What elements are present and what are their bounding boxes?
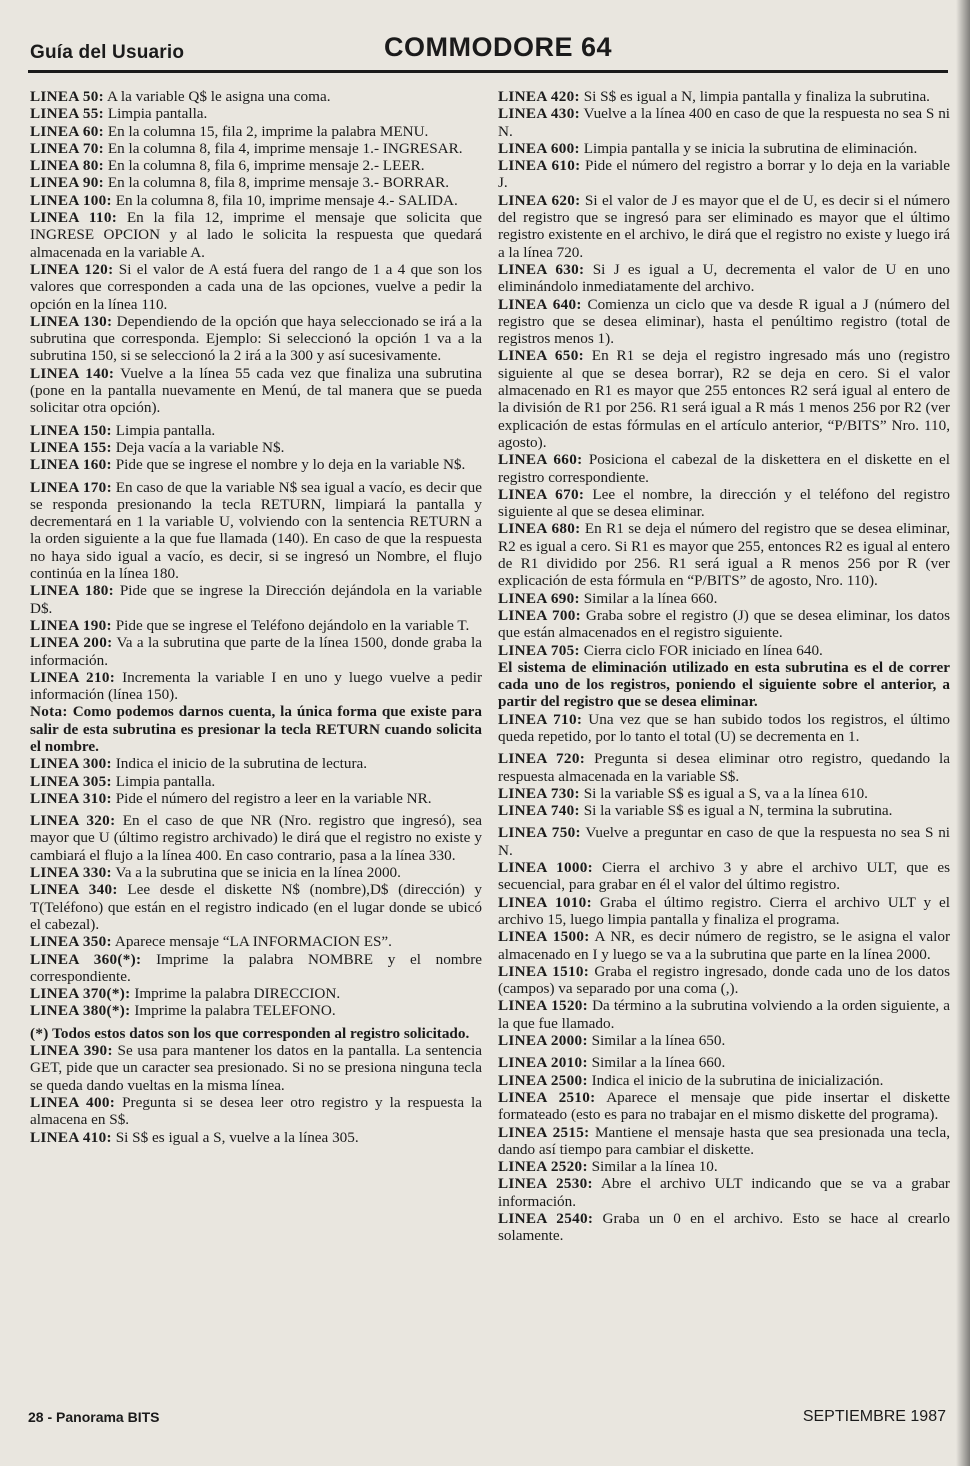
- line-number-label: LINEA 740:: [498, 802, 580, 820]
- line-description: [30, 456, 482, 473]
- line-text: Imprime la palabra DIRECCION.: [130, 985, 341, 1003]
- line-text: Similar a la línea 10.: [587, 1158, 718, 1176]
- line-text: El sistema de eliminación utilizado en esta subrutina es el de correr cada uno de los registros, poniendo el siguiente sobre el anterior, a partir del registro que se desea eliminar.: [498, 658, 950, 711]
- line-number-label: LINEA 640:: [498, 295, 582, 313]
- line-text: Si la variable S$ es igual a S, va a la línea 610.: [579, 784, 868, 802]
- line-number-label: LINEA 680:: [498, 520, 581, 538]
- line-text: Vuelve a la línea 55 cada vez que finaliza una subrutina (pone en la pantalla nuevamente en Menú, de tal manera que se pueda solicitar otra opción).: [30, 364, 482, 417]
- line-number-label: LINEA 1500:: [498, 928, 590, 946]
- line-text: Si S$ es igual a S, vuelve a la línea 305.: [111, 1128, 359, 1146]
- line-number-label: LINEA 55:: [30, 105, 105, 123]
- line-description: [498, 296, 950, 348]
- line-number-label: LINEA 1510:: [498, 962, 590, 980]
- line-text: Abre el archivo ULT indicando que se va a grabar información.: [498, 1175, 950, 1210]
- line-number-label: LINEA 2540:: [498, 1210, 594, 1227]
- line-description: [30, 864, 482, 881]
- line-number-label: LINEA 660:: [498, 451, 583, 469]
- line-description: [498, 1089, 950, 1124]
- line-description: [498, 802, 950, 819]
- line-text: Pregunta si desea eliminar otro registro, quedando la respuesta almacenada en la variable S$.: [498, 750, 951, 785]
- line-description: [30, 439, 482, 456]
- line-number-label: LINEA 305:: [30, 772, 112, 790]
- line-text: Pregunta si se desea leer otro registro y la respuesta la almacena en S$.: [30, 1093, 482, 1129]
- line-number-label: LINEA 320:: [30, 812, 116, 830]
- line-description: [498, 486, 950, 521]
- line-text: Limpia pantalla.: [104, 105, 208, 123]
- line-text: Va a la subrutina que se inicia en la línea 2000.: [111, 864, 401, 882]
- line-description: [498, 1175, 950, 1210]
- line-number-label: LINEA 2520:: [498, 1158, 588, 1176]
- line-text: Limpia pantalla.: [111, 421, 216, 439]
- line-description: [30, 790, 482, 807]
- line-number-label: LINEA 180:: [30, 582, 114, 600]
- line-description: [498, 347, 950, 451]
- line-text: Si el valor de A está fuera del rango de 1 a 4 que son los valores que corresponden a cada una de las opciones, vuelve a pedir la opción en la línea 110.: [30, 260, 482, 313]
- line-text: Si S$ es igual a N, limpia pantalla y finaliza la subrutina.: [579, 88, 930, 105]
- line-number-label: LINEA 155:: [30, 438, 112, 456]
- header-rule: [28, 70, 948, 73]
- line-number-label: LINEA 90:: [30, 174, 105, 192]
- line-description: [498, 157, 950, 192]
- line-text: En caso de que la variable N$ sea igual a vacío, es decir que se responda presionando la tecla RETURN, limpiará la pantalla y decrementará en 1 la variable U, volviendo con la sentencia RETURN a la orden siguiente a la que fue llamada (140). En caso de que la respuesta no haya sido igual a vacío, es decir, si se ingresó un Nombre, el flujo continúa en la línea 180.: [30, 478, 482, 583]
- line-text: Imprime la palabra NOMBRE y el nombre correspondiente.: [30, 950, 483, 985]
- line-number-label: (*): [30, 1024, 49, 1042]
- line-description: [498, 88, 950, 105]
- line-description: [498, 894, 950, 929]
- line-description: [498, 590, 950, 607]
- line-description: [30, 634, 482, 669]
- line-text: Si el valor de J es mayor que el de U, es decir si el número del registro que se ingresó para ser eliminado es mayor que el último registro existente en el archivo, le dirá que el registro no existe y luego irá a la línea 720.: [498, 191, 950, 261]
- line-description: [30, 209, 482, 261]
- line-number-label: LINEA 330:: [30, 864, 112, 882]
- line-description: [498, 1054, 950, 1071]
- line-number-label: LINEA 2515:: [498, 1123, 590, 1141]
- line-number-label: LINEA 60:: [30, 122, 105, 140]
- line-description: [30, 422, 482, 439]
- line-description: [30, 261, 482, 313]
- line-description: [30, 88, 482, 105]
- line-text: Comienza un ciclo que va desde R igual a J (número del registro que se desea eliminar), hasta el penúltimo registro (total de registros menos 1).: [498, 295, 951, 348]
- line-description: [30, 1042, 482, 1094]
- line-number-label: LINEA 600:: [498, 139, 580, 157]
- line-description: [30, 479, 482, 583]
- line-number-label: LINEA 650:: [498, 347, 584, 365]
- note-paragraph: [498, 659, 950, 711]
- line-number-label: LINEA 170:: [30, 478, 112, 496]
- line-text: Lee desde el diskette N$ (nombre),D$ (dirección) y T(Teléfono) que están en el registro indicado (en el lugar donde se ubicó el cabezal).: [30, 881, 482, 933]
- line-text: Graba el registro ingresado, donde cada uno de los datos (campos) va separado por una coma (,).: [498, 962, 950, 998]
- line-text: Indica el inicio de la subrutina de inicialización.: [587, 1071, 884, 1089]
- line-number-label: LINEA 690:: [498, 589, 580, 607]
- line-description: [30, 1129, 482, 1146]
- line-text: Posiciona el cabezal de la diskettera en el diskette en el registro correspondiente.: [498, 451, 951, 486]
- line-description: [498, 963, 950, 998]
- line-text: En la columna 8, fila 8, imprime mensaje 3.- BORRAR.: [104, 174, 450, 192]
- line-text: Graba el último registro. Cierra el archivo ULT y el archivo 15, luego limpia pantalla y finaliza el programa.: [498, 893, 951, 928]
- line-number-label: LINEA 160:: [30, 456, 112, 474]
- line-text: Pide que se ingrese el nombre y lo deja en la variable N$.: [111, 456, 466, 474]
- line-description: [30, 951, 482, 986]
- line-number-label: LINEA 670:: [498, 485, 585, 503]
- line-text: Cierra el archivo 3 y abre el archivo ULT, que es secuencial, para grabar en él el valor del último registro.: [498, 859, 950, 894]
- line-description: [30, 669, 482, 704]
- line-description: [498, 1124, 950, 1159]
- line-number-label: LINEA 310:: [30, 789, 112, 807]
- line-text: Similar a la línea 650.: [587, 1032, 726, 1050]
- line-number-label: LINEA 720:: [498, 750, 586, 768]
- line-description: [498, 1210, 950, 1245]
- note-paragraph: [30, 703, 482, 755]
- line-text: Pide que se ingrese el Teléfono dejándolo en la variable T.: [111, 616, 470, 634]
- line-description: [498, 1158, 950, 1175]
- left-text-column: [30, 88, 482, 1146]
- line-number-label: LINEA 705:: [498, 641, 580, 659]
- line-description: [498, 520, 950, 589]
- line-number-label: LINEA 50:: [30, 88, 105, 105]
- line-description: [498, 642, 950, 659]
- line-text: En la columna 8, fila 10, imprime mensaje 4.- SALIDA.: [111, 191, 458, 209]
- line-description: [30, 123, 482, 140]
- line-number-label: LINEA 2000:: [498, 1032, 588, 1050]
- line-text: Similar a la línea 660.: [579, 589, 718, 607]
- line-text: A la variable Q$ le asigna una coma.: [104, 88, 331, 105]
- line-number-label: LINEA 190:: [30, 616, 112, 634]
- line-number-label: LINEA 620:: [498, 191, 581, 209]
- line-text: En la columna 8, fila 4, imprime mensaje 1.- INGRESAR.: [104, 139, 463, 157]
- line-number-label: LINEA 700:: [498, 606, 581, 624]
- line-number-label: LINEA 370(*):: [30, 985, 131, 1003]
- line-text: Como podemos darnos cuenta, la única forma que existe para salir de esta subrutina es presionar la tecla RETURN cuando solicita el nombre.: [30, 703, 482, 755]
- line-description: [498, 607, 950, 642]
- line-description: [30, 1094, 482, 1129]
- line-description: [30, 582, 482, 617]
- line-description: [498, 105, 950, 140]
- line-text: Pide el número del registro a leer en la variable NR.: [111, 789, 432, 807]
- line-text: Imprime la palabra TELEFONO.: [130, 1002, 336, 1020]
- line-description: [30, 105, 482, 122]
- line-text: Vuelve a la línea 400 en caso de que la respuesta no sea S ni N.: [498, 105, 951, 140]
- line-number-label: LINEA 630:: [498, 260, 585, 278]
- line-description: [30, 617, 482, 634]
- line-number-label: LINEA 360(*):: [30, 950, 142, 968]
- line-number-label: LINEA 70:: [30, 139, 105, 157]
- line-description: [30, 812, 482, 864]
- line-number-label: LINEA 140:: [30, 364, 115, 382]
- line-text: Si la variable S$ es igual a N, termina la subrutina.: [579, 802, 893, 820]
- line-text: Incrementa la variable I en uno y luego vuelve a pedir información (línea 150).: [30, 668, 482, 704]
- note-paragraph: [30, 1025, 482, 1042]
- line-number-label: LINEA 110:: [30, 209, 118, 227]
- right-text-column: [498, 88, 950, 1245]
- line-description: [30, 773, 482, 790]
- line-text: A NR, es decir número de registro, se le asigna el valor almacenado en I y luego se va a la subrutina que parte en la línea 2000.: [498, 928, 950, 963]
- line-text: En R1 se deja el registro ingresado más uno (registro siguiente al que se desea borrar), R2 se deja en cero. Si el valor almacenado en R1 es mayor que 255 entonces R2 será igual al entero de la división de R1 por 256. R1 será igual a R más 1 menos 256 por R2 (ver explicación de estas fórmulas en el artículo anterior, “P/BITS” Nro. 110, agosto).: [498, 347, 950, 451]
- line-number-label: LINEA 400:: [30, 1093, 116, 1111]
- line-description: [30, 313, 482, 365]
- line-text: Mantiene el mensaje hasta que sea presionada una tecla, dando así tiempo para cambiar el diskette.: [498, 1123, 951, 1158]
- line-number-label: LINEA 2510:: [498, 1088, 596, 1106]
- line-text: Aparece el mensaje que pide insertar el diskette formateado (esto es para no trabajar en el mismo diskette del programa).: [498, 1088, 951, 1124]
- line-number-label: LINEA 210:: [30, 668, 116, 686]
- line-number-label: LINEA 390:: [30, 1042, 113, 1060]
- line-description: [498, 711, 950, 746]
- line-number-label: LINEA 420:: [498, 88, 580, 105]
- line-number-label: LINEA 340:: [30, 881, 118, 899]
- line-text: Si J es igual a U, decrementa el valor de U en uno eliminándolo inmediatamente del archivo.: [498, 260, 951, 296]
- line-description: [30, 881, 482, 933]
- line-description: [30, 755, 482, 772]
- line-text: Se usa para mantener los datos en la pantalla. La sentencia GET, pide que un caracter sea presionado. Si no se presiona ninguna tecla se queda dando vueltas en la misma línea.: [30, 1042, 483, 1094]
- line-number-label: LINEA 350:: [30, 933, 112, 951]
- line-number-label: LINEA 130:: [30, 312, 113, 330]
- line-description: [30, 933, 482, 950]
- line-number-label: LINEA 380(*):: [30, 1002, 131, 1020]
- line-description: [498, 785, 950, 802]
- line-text: Da término a la subrutina volviendo a la orden siguiente, a la que fue llamado.: [498, 997, 950, 1032]
- line-number-label: LINEA 100:: [30, 191, 112, 209]
- line-number-label: LINEA 410:: [30, 1128, 112, 1146]
- line-text: Limpia pantalla.: [111, 772, 216, 790]
- line-text: En la fila 12, imprime el mensaje que solicita que INGRESE OPCION y al lado le solicita la respuesta que quedará almacenada en la variable A.: [30, 209, 482, 261]
- line-text: Indica el inicio de la subrutina de lectura.: [111, 755, 368, 773]
- line-number-label: LINEA 610:: [498, 157, 581, 175]
- line-text: Deja vacía a la variable N$.: [111, 438, 285, 456]
- line-description: [30, 174, 482, 191]
- issue-date: SEPTIEMBRE 1987: [802, 1408, 946, 1425]
- line-text: Graba sobre el registro (J) que se desea eliminar, los datos que están almacenados en el registro siguiente.: [498, 606, 950, 642]
- line-description: [498, 192, 950, 261]
- line-text: Graba un 0 en el archivo. Esto se hace al crearlo solamente.: [498, 1210, 950, 1245]
- line-number-label: LINEA 200:: [30, 634, 113, 652]
- line-text: En R1 se deja el número del registro que se desea eliminar, R2 es igual a cero. Si R1 es mayor que 255, entonces R2 es igual al entero de R1 dividido por 256. R1 será igual a R menos 256 por R (ver explicación de esta fórmula en “P/BITS” de agosto, Nro. 110).: [498, 520, 950, 590]
- line-number-label: LINEA 120:: [30, 260, 114, 278]
- line-description: [498, 997, 950, 1032]
- line-description: [498, 261, 950, 296]
- line-text: Todos estos datos son los que corresponden al registro solicitado.: [48, 1024, 470, 1042]
- line-text: Limpia pantalla y se inicia la subrutina de eliminación.: [579, 139, 918, 157]
- line-number-label: LINEA 150:: [30, 421, 112, 439]
- line-number-label: LINEA 2530:: [498, 1175, 593, 1193]
- line-number-label: LINEA 2500:: [498, 1071, 588, 1089]
- line-description: [30, 365, 482, 417]
- line-number-label: LINEA 430:: [498, 105, 580, 123]
- line-number-label: Nota:: [30, 703, 68, 721]
- line-number-label: LINEA 1520:: [498, 997, 589, 1015]
- line-number-label: LINEA 80:: [30, 157, 105, 175]
- line-number-label: LINEA 750:: [498, 824, 581, 842]
- line-description: [498, 859, 950, 894]
- line-description: [498, 1032, 950, 1049]
- line-number-label: LINEA 730:: [498, 784, 580, 802]
- line-number-label: LINEA 710:: [498, 710, 583, 728]
- line-text: Aparece mensaje “LA INFORMACION ES”.: [111, 933, 392, 951]
- line-description: [30, 140, 482, 157]
- line-description: [30, 157, 482, 174]
- line-description: [498, 928, 950, 963]
- line-number-label: LINEA 300:: [30, 755, 112, 773]
- line-text: En la columna 15, fila 2, imprime la palabra MENU.: [104, 122, 429, 140]
- line-text: Pide que se ingrese la Dirección dejándola en la variable D$.: [30, 582, 483, 617]
- line-text: Una vez que se han subido todos los registros, el último queda repetido, por lo tanto el total (U) se decrementa en 1.: [498, 710, 950, 745]
- magazine-section-heading: COMMODORE 64: [384, 32, 613, 62]
- line-description: [498, 140, 950, 157]
- line-description: [498, 1072, 950, 1089]
- line-description: [30, 985, 482, 1002]
- line-number-label: LINEA 1010:: [498, 893, 592, 911]
- line-text: Vuelve a preguntar en caso de que la respuesta no sea S ni N.: [498, 824, 951, 859]
- line-text: En la columna 8, fila 6, imprime mensaje 2.- LEER.: [104, 157, 425, 175]
- line-text: Va a la subrutina que parte de la línea 1500, donde graba la información.: [30, 634, 482, 669]
- page-edge-shadow: [956, 0, 970, 1466]
- line-text: Cierra ciclo FOR iniciado en línea 640.: [579, 641, 823, 659]
- section-title: Guía del Usuario: [30, 42, 185, 63]
- line-description: [30, 1002, 482, 1019]
- line-description: [498, 824, 950, 859]
- page-number-publication: 28 - Panorama BITS: [28, 1409, 160, 1425]
- line-text: En el caso de que NR (Nro. registro que ingresó), sea mayor que U (último registro archivado) le dirá que el registro no existe y cambiará el flujo a la línea 400. En caso contrario, pasa a la línea 330.: [30, 812, 482, 864]
- line-number-label: LINEA 2010:: [498, 1054, 588, 1072]
- line-description: [30, 192, 482, 209]
- line-text: Similar a la línea 660.: [587, 1054, 726, 1072]
- line-number-label: LINEA 1000:: [498, 859, 594, 877]
- line-description: [498, 750, 950, 785]
- line-description: [498, 451, 950, 486]
- line-text: Lee el nombre, la dirección y el teléfono del registro siguiente al que se desea eliminar.: [498, 485, 951, 521]
- line-text: Dependiendo de la opción que haya seleccionado se irá a la subrutina que corresponda. Ejemplo: Si seleccionó la opción 1 va a la subrutina 150, si se seleccionó la 2 irá a la 300 y así sucesivamente.: [30, 312, 482, 365]
- line-text: Pide el número del registro a borrar y lo deja en la variable J.: [498, 157, 950, 192]
